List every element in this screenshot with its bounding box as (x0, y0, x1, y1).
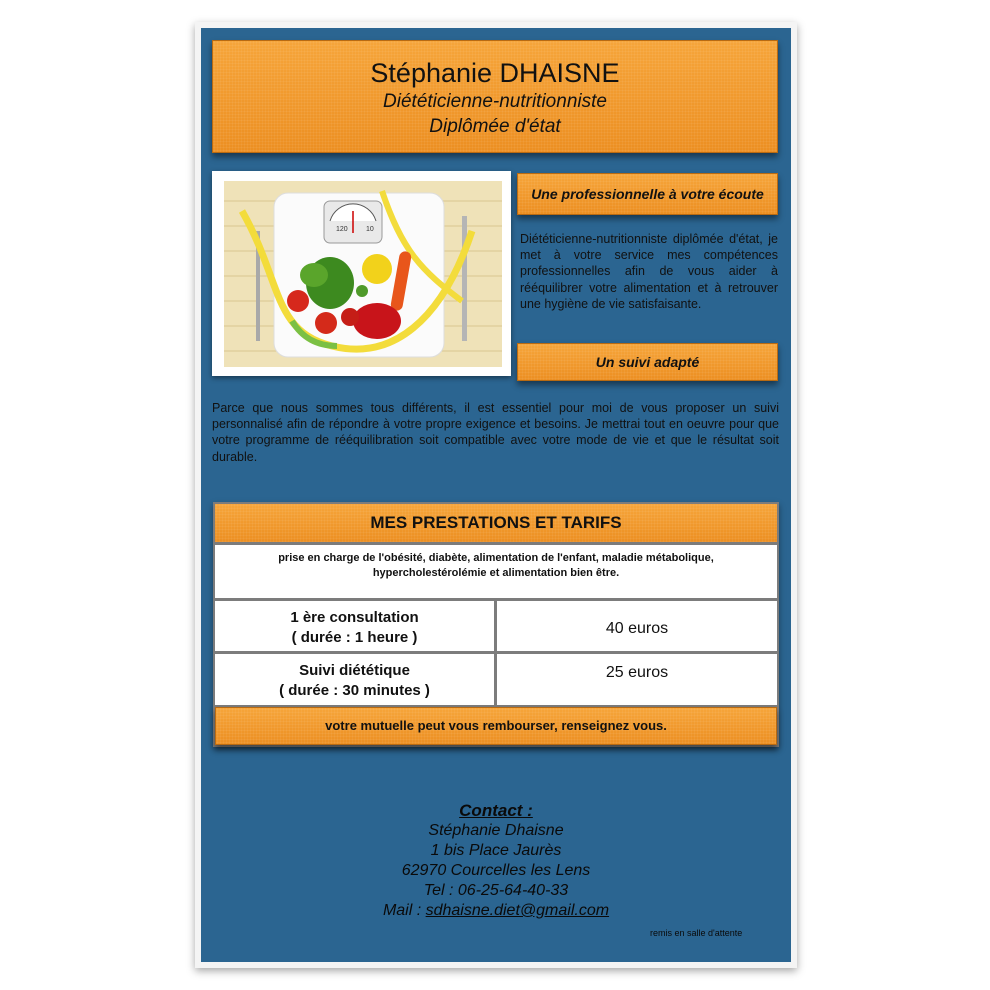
row2-price: 25 euros (497, 654, 777, 705)
contact-block (201, 801, 791, 921)
prestations-table (213, 502, 779, 747)
header-banner (212, 40, 778, 153)
practitioner-diploma: Diplômée d'état (429, 116, 561, 137)
row1-price: 40 euros (497, 601, 777, 651)
poster (201, 28, 791, 962)
scale-plate-vegetables-image (212, 171, 511, 376)
contact-mail (201, 901, 791, 921)
row1-label-line2: ( durée : 1 heure ) (291, 629, 418, 646)
follow-up-text: Parce que nous sommes tous différents, il est essentiel pour moi de vous proposer un suivi personnalisé afin de répondre à votre propre exigence et besoins. Je mettrai tout en oeuvre pour que votre programme de rééquilibration soit compatible avec votre mode de vie et que le résultat soit durable. (212, 401, 779, 464)
table-row-label (215, 654, 494, 705)
practitioner-name: Stéphanie DHAISNE (370, 58, 620, 88)
prestations-footer: votre mutuelle peut vous rembourser, renseignez vous. (215, 707, 777, 745)
contact-title: Contact : (459, 801, 533, 820)
waiting-room-note: remis en salle d'attente (650, 928, 743, 938)
intro-text: Diététicienne-nutritionniste diplômée d'état, je met à votre service mes compétences professionnelles afin de vous aider à rééquilibrer votre alimentation et à retrouver une hygiène de vie satisfaisante. (520, 232, 778, 311)
scale-label-10: 10 (366, 226, 374, 233)
contact-phone: Tel : 06-25-64-40-33 (423, 882, 569, 899)
contact-address-line1: 1 bis Place Jaurès (430, 842, 562, 859)
practitioner-title: Diététicienne-nutritionniste (383, 91, 607, 112)
row2-label-line1: Suivi diététique (299, 662, 410, 679)
row1-label-line1: 1 ère consultation (290, 609, 419, 626)
prestations-title: MES PRESTATIONS ET TARIFS (215, 504, 777, 542)
table-row-label (215, 601, 494, 651)
contact-address-line2: 62970 Courcelles les Lens (401, 862, 591, 879)
contact-name: Stéphanie Dhaisne (428, 822, 564, 839)
tab-professional-heading: Une professionnelle à votre écoute (517, 173, 778, 215)
contact-mail-link[interactable]: sdhaisne.diet@gmail.com (425, 902, 610, 919)
row2-label-line2: ( durée : 30 minutes ) (279, 682, 430, 699)
tab-follow-up-heading: Un suivi adapté (517, 343, 778, 381)
scale-label-120: 120 (336, 226, 348, 233)
contact-mail-label: Mail : (382, 902, 426, 919)
prestations-description: prise en charge de l'obésité, diabète, alimentation de l'enfant, maladie métabolique, hypercholestérolémie et alimentation bien être. (215, 545, 777, 598)
